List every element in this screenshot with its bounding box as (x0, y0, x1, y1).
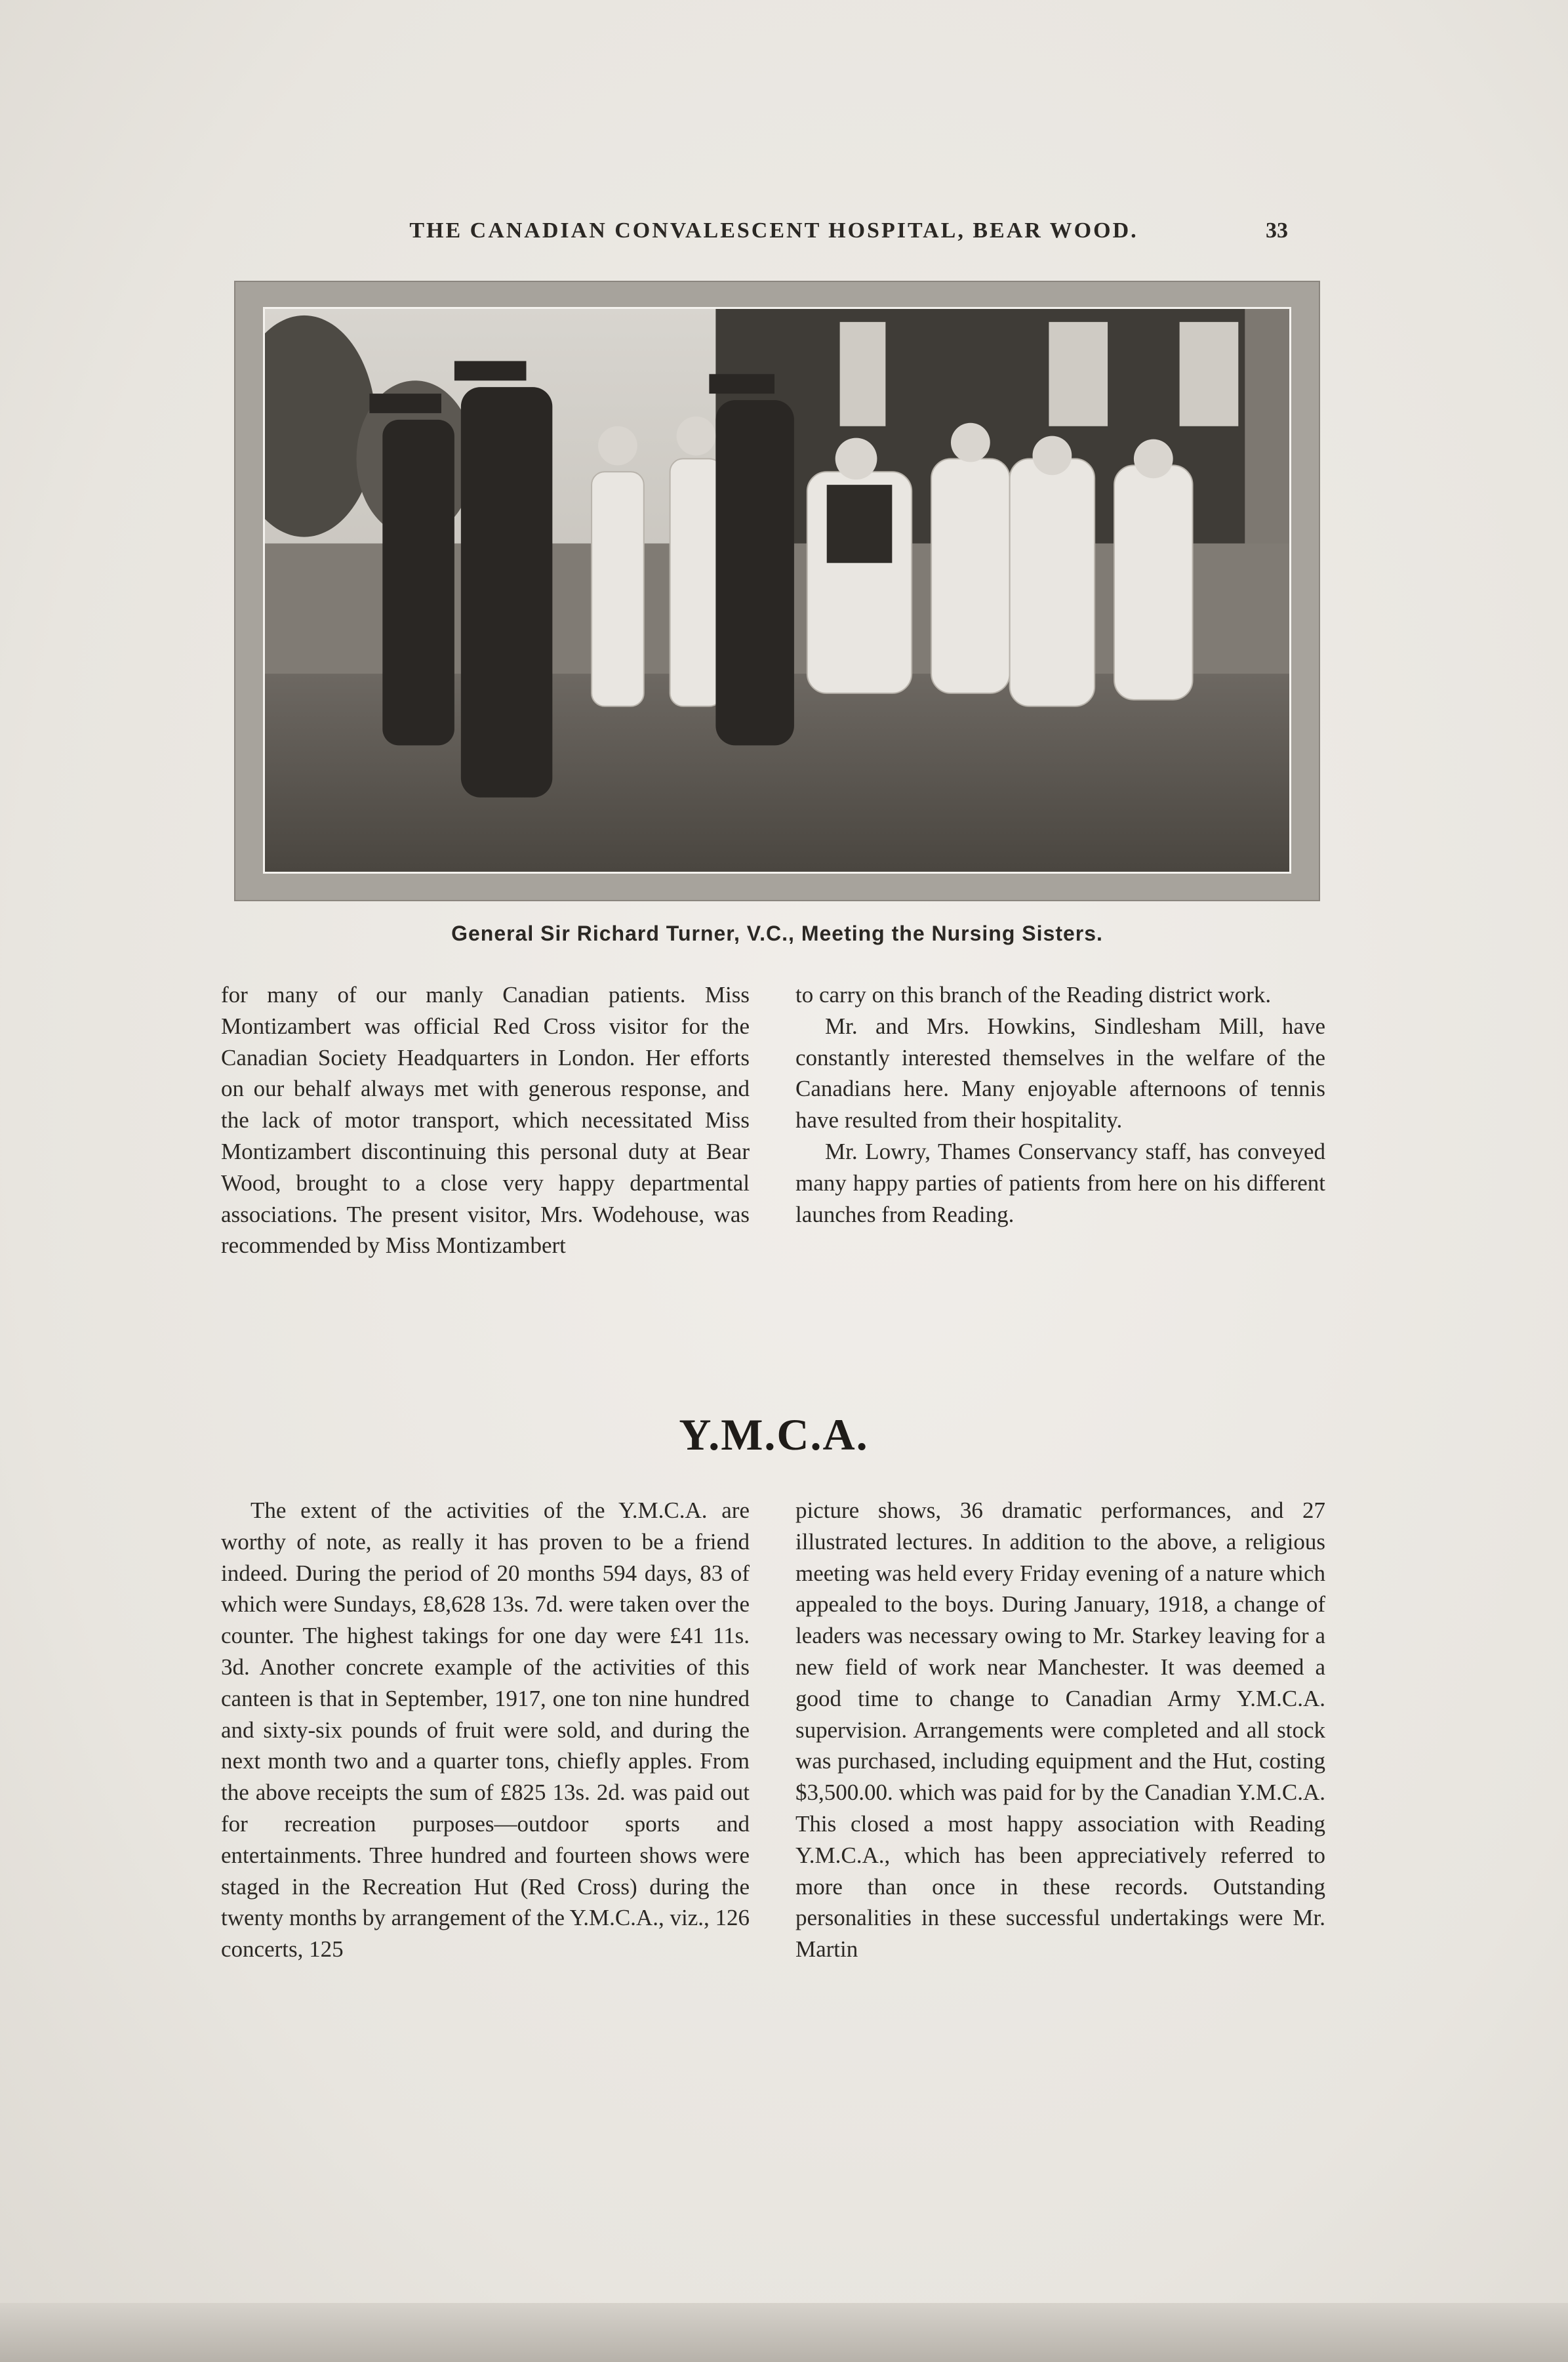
paragraph: picture shows, 36 dramatic performances, and 27 illustrated lectures. In addition to the above, a religious meeting was held every Friday evening of a nature which appealed to the boys. During January, 1918, a change of leaders was necessary owing to Mr. Starkey leaving for a new field of work near Manchester. It was deemed a good time to change to Canadian Army Y.M.C.A. supervision. Arrangements were completed and all stock was purchased, including equipment and the Hut, costing $3,500.00. which was paid for by the Canadian Y.M.C.A. This closed a most happy association with Reading Y.M.C.A., which has been appreciatively referred to more than once in these records. Outstanding personalities in these successful undertakings were Mr. Martin (795, 1497, 1325, 1963)
paragraph: Mr. and Mrs. Howkins, Sindlesham Mill, have constantly interested themselves in the welfare of the Canadians here. Many enjoyable afternoons of tennis have resulted from their hospitality. (795, 1013, 1325, 1133)
section-heading: Y.M.C.A. (679, 1410, 869, 1459)
paragraph: The extent of the activities of the Y.M.C.A. are worthy of note, as really it has proven to be a friend indeed. During the period of 20 months 594 days, 83 of which were Sundays, £8,628 13s. 7d. were taken over the counter. The highest takings for one day were £41 11s. 3d. Another concrete example of the activities of this canteen is that in September, 1917, one ton nine hundred and sixty-six pounds of fruit were sold, and during the next month two and a quarter tons, chiefly apples. From the above receipts the sum of £825 13s. 2d. was paid out for recreation purposes—outdoor sports and entertainments. Three hundred and fourteen shows were staged in the Recreation Hut (Red Cross) during the twenty months by arrangement of the Y.M.C.A., viz., 126 concerts, 125 (221, 1497, 750, 1963)
photograph (263, 307, 1291, 874)
section1-right-column (795, 979, 1325, 1230)
figure-caption: General Sir Richard Turner, V.C., Meeting the Nursing Sisters. (451, 922, 1103, 945)
paragraph: Mr. Lowry, Thames Conservancy staff, has conveyed many happy parties of patients from here on his different launches from Reading. (795, 1138, 1325, 1227)
paragraph: for many of our manly Canadian patients. Miss Montizambert was official Red Cross visitor for the Canadian Society Headquarters in London. Her efforts on our behalf always met with generous response, and the lack of motor transport, which necessitated Miss Montizambert discontinuing this personal duty at Bear Wood, brought to a close very happy departmental associations. The present visitor, Mrs. Wodehouse, was recommended by Miss Montizambert (221, 982, 750, 1259)
paragraph: to carry on this branch of the Reading district work. (795, 982, 1272, 1008)
photograph-illustration (265, 309, 1289, 872)
page-number: 33 (1266, 218, 1288, 243)
section1-left-column (221, 979, 750, 1261)
section2-left-column (221, 1495, 750, 1965)
section2-right-column (795, 1495, 1325, 1965)
page-bottom-edge (0, 2303, 1568, 2362)
running-head: THE CANADIAN CONVALESCENT HOSPITAL, BEAR WOOD. (409, 218, 1138, 243)
